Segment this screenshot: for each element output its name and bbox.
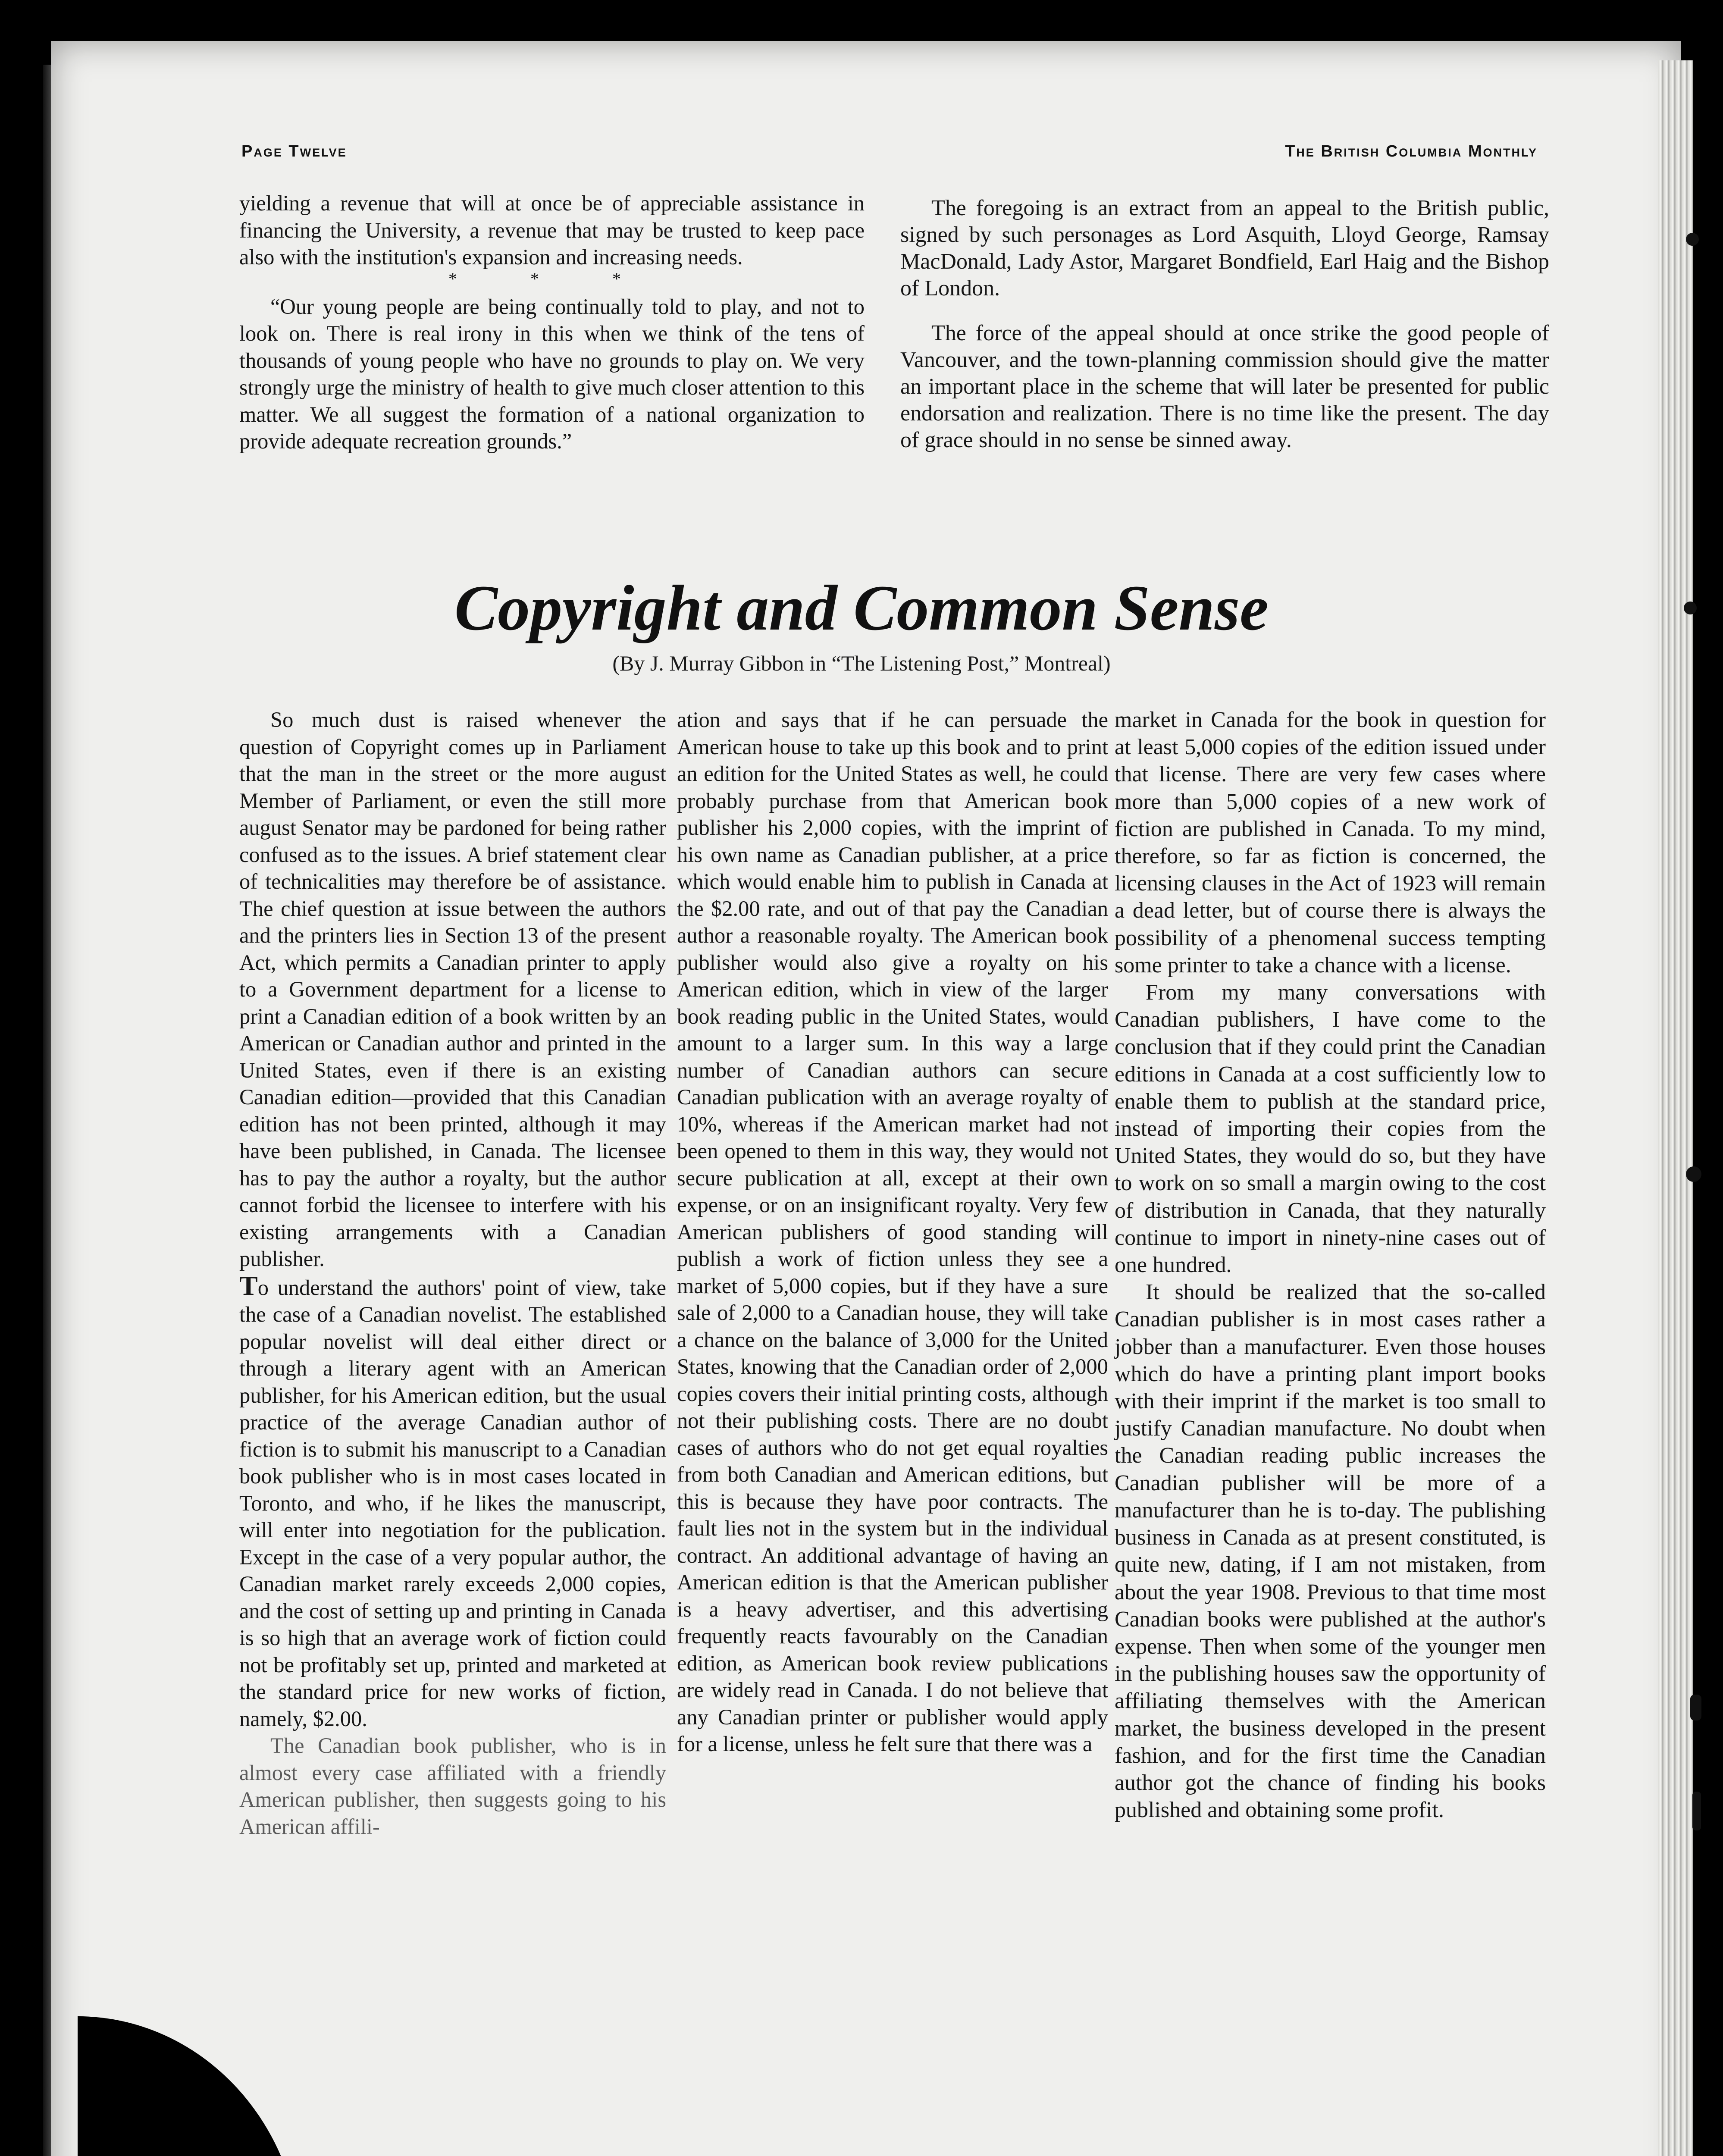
column-1-paragraph-2 bbox=[239, 1272, 666, 1733]
drop-cap-letter: T bbox=[239, 1270, 258, 1301]
article-column-2 bbox=[677, 706, 1108, 1758]
paragraph-gap bbox=[900, 302, 1549, 320]
article-column-1 bbox=[239, 706, 666, 1840]
column-1-paragraph-1: So much dust is raised whenever the question of Copyright comes up in Parliament that the man in the street or the more august Member of Parliament, or even the still more august Senator may be pardoned for being rather confused as to the issues. A brief statement clear of technicalities may therefore be of assistance. The chief question at issue between the authors and the printers lies in Section 13 of the present Act, which permits a Canadian printer to apply to a Government department for a license to print a Canadian edition of a book written by an American or Canadian author and printed in the United States, even if there is an existing Canadian edition—provided that this Canadian edition has not been printed, although it may have been published, in Canada. The licensee has to pay the author a royalty, but the author cannot forbid the licensee to interfere with his existing arrangements with a Canadian publisher. bbox=[239, 708, 666, 1271]
column-3-paragraph-3: It should be realized that the so-called Canadian publisher is in most cases rather a jobber than a manufacturer. Even those houses which do have a printing plant import books with their imprint if the market is too small to justify Canadian manufacture. No doubt when the Canadian reading public increases the Canadian publisher will be more of a manufacturer than he is to-day. The publishing business in Canada as at present constituted, is quite new, dating, if I am not mistaken, from about the year 1908. Previous to that time most Canadian books were published at the author's expense. Then when some of the younger men in the publishing houses saw the opportunity of affiliating themselves with the American market, the business developed in the present fashion, and for the first time the Canadian author got the chance of finding his books published and obtaining some profit. bbox=[1115, 1280, 1546, 1823]
top-right-column bbox=[900, 195, 1549, 454]
ink-blot bbox=[1684, 602, 1697, 614]
page-stack-edge bbox=[1658, 60, 1693, 2156]
section-separator-stars: * * * bbox=[448, 269, 655, 288]
top-left-paragraph-2: “Our young people are being continually told to play, and not to look on. There is real irony in this when we think of the tens of thousands of young people who have no grounds to play on. We very strongly urge the ministry of health to give much closer attention to this matter. We all suggest the formation of a national organization to provide adequate recreation grounds.” bbox=[239, 294, 865, 453]
page-number-header: Page Twelve bbox=[241, 142, 347, 160]
ink-blot bbox=[1686, 233, 1699, 246]
column-3-paragraph-2: From my many conversations with Canadian publishers, I have come to the conclusion that if they could print the Canadian editions in Canada at a cost sufficiently low to enable them to publish at the standard price, instead of importing their copies from the United States, they would do so, but they have to work on so small a margin owing to the cost of distribution in Canada, that they naturally continue to import in ninety-nine cases out of one hundred. bbox=[1115, 980, 1546, 1278]
top-right-paragraph-2: The force of the appeal should at once strike the good people of Vancouver, and the town-planning commission should give the matter an important place in the scheme that will later be presented for public endorsation and realization. There is no time like the present. The day of grace should in no sense be sinned away. bbox=[900, 321, 1549, 452]
top-right-paragraph-1: The foregoing is an extract from an appeal to the British public, signed by such personages as Lord Asquith, Lloyd George, Ramsay MacDonald, Lady Astor, Margaret Bondfield, Earl Haig and the Bishop of London. bbox=[900, 196, 1549, 301]
article-column-3 bbox=[1115, 706, 1546, 1824]
ink-blot bbox=[1692, 1792, 1701, 1830]
column-1-paragraph-2-text: o understand the authors' point of view, take the case of a Canadian novelist. The established popular novelist will deal either direct or through a literary agent with an American publisher, for his American edition, but the usual practice of the average Canadian author of fiction is to submit his manuscript to a Canadian book publisher who is in most cases located in Toronto, and who, if he likes the manuscript, will enter into negotiation for the publication. Except in the case of a very popular author, the Canadian market rarely exceeds 2,000 copies, and the cost of setting up and printing in Canada is so high that an average work of fiction could not be profitably set up, printed and marketed at the standard price for new works of fiction, namely, $2.00. bbox=[239, 1275, 666, 1731]
column-2-paragraph-1: ation and says that if he can persuade the American house to take up this book and to print an edition for the United States as well, he could probably purchase from that American book publisher his 2,000 copies, with the imprint of his own name as Canadian publisher, at a price which would enable him to publish in Canada at the $2.00 rate, and out of that pay the Canadian author a reasonable royalty. The American book publisher would also give a royalty on his American edition, which in view of the larger book reading public in the United States, would amount to a larger sum. In this way a large number of Canadian authors can secure Canadian publication with an average royalty of 10%, whereas if the American market had not been opened to them in this way, they would not secure publication at all, except at their own expense, or on an insignificant royalty. Very few American publishers of good standing will publish a work of fiction unless they see a market of 5,000 copies, but if they have a sure sale of 2,000 to a Canadian house, they will take a chance on the balance of 3,000 for the United States, knowing that the Canadian order of 2,000 copies covers their initial printing costs, although not their publishing costs. There are no doubt cases of authors who do not get equal royalties from both Canadian and American editions, but this is because they have poor contracts. The fault lies not in the system but in the individual contract. An additional advantage of having an American edition is that the American publisher is a heavy advertiser, and this advertising frequently reacts favourably on the Canadian edition, as American book review publications are widely read in Canada. I do not believe that any Canadian printer or publisher would apply for a license, unless he felt sure that there was a bbox=[677, 708, 1108, 1756]
top-left-paragraph-1: yielding a revenue that will at once be of appreciable assistance in financing the University, a revenue that may be trusted to keep pace also with the institution's expansion and increasing needs. bbox=[239, 191, 865, 269]
article-byline: (By J. Murray Gibbon in “The Listening Post,” Montreal) bbox=[612, 651, 1111, 675]
top-left-column bbox=[239, 190, 865, 455]
column-1-paragraph-3: The Canadian book publisher, who is in almost every case affiliated with a friendly American publisher, then suggests going to his American affili- bbox=[239, 1733, 666, 1839]
ink-blot bbox=[1686, 1166, 1701, 1182]
magazine-title-header: The British Columbia Monthly bbox=[1285, 142, 1538, 160]
ink-blot bbox=[1690, 1695, 1701, 1720]
article-title: Copyright and Common Sense bbox=[454, 572, 1269, 644]
column-3-paragraph-1: market in Canada for the book in question for at least 5,000 copies of the edition issued under that license. There are very few cases where more than 5,000 copies of a new work of fiction are published in Canada. To my mind, therefore, so far as fiction is concerned, the licensing clauses in the Act of 1923 will remain a dead letter, but of course there is always the possibility of a phenomenal success tempting some printer to take a chance with a license. bbox=[1115, 708, 1546, 978]
